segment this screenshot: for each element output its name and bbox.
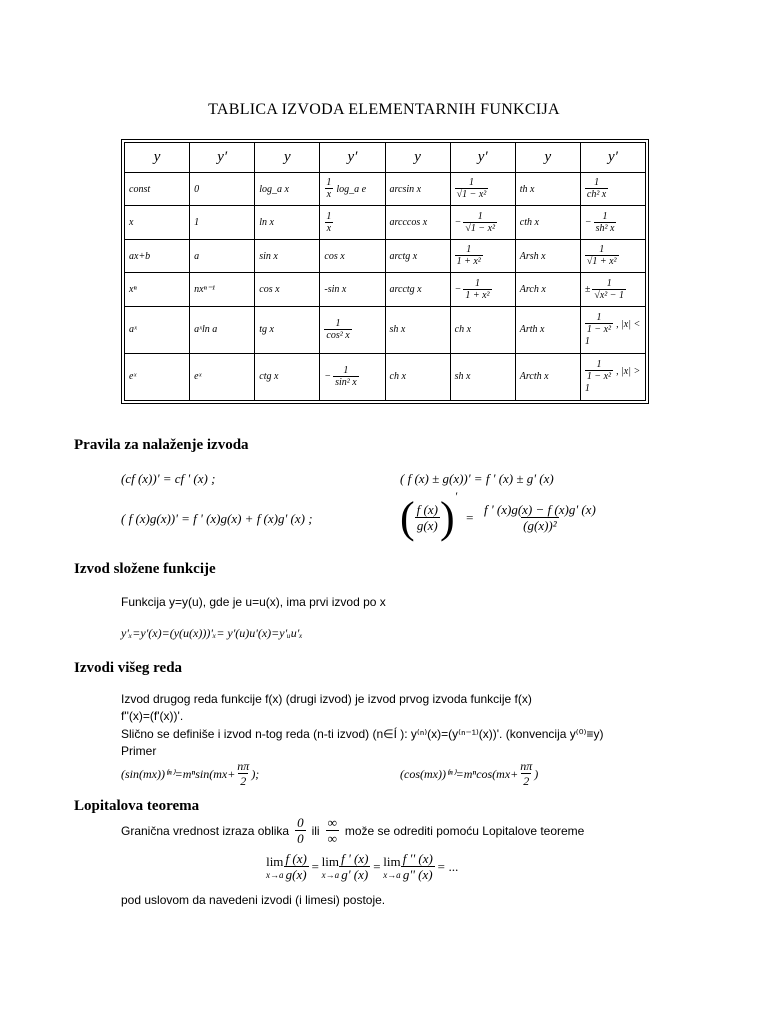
table-row — [125, 273, 646, 306]
equals-sign: = — [310, 859, 320, 875]
fraction-denominator: g'' (x) — [402, 867, 433, 883]
limit-operator — [383, 854, 401, 880]
quotient-inner-fraction — [415, 503, 440, 534]
cell-text: a — [194, 250, 200, 262]
table-cell — [515, 173, 580, 206]
cell-text: sh x — [389, 324, 406, 336]
example-cos — [400, 760, 538, 789]
fraction-numerator: 1 — [468, 177, 474, 189]
ellipsis-tail: = ... — [436, 859, 459, 875]
cell-fraction — [592, 278, 626, 302]
sign: ± — [584, 283, 591, 295]
cell-text: arcctg x — [389, 284, 422, 296]
example-cos-post: ) — [534, 766, 539, 781]
composite-text: Funkcija y=y(u), gde je u=u(x), ima prvi izvod po x — [121, 595, 386, 609]
prime-mark: ′ — [454, 488, 458, 503]
fraction-numerator: 1 — [594, 177, 600, 189]
fraction-numerator: 1 — [596, 312, 602, 324]
table-cell — [255, 306, 320, 353]
table-cell — [515, 239, 580, 272]
cell-text: cos x — [324, 250, 345, 262]
lhopital-text-b: ili — [311, 824, 320, 839]
cell-fraction — [585, 359, 613, 383]
fraction-numerator: f ' (x) — [341, 851, 369, 866]
cell-fraction — [463, 278, 491, 302]
table-cell — [320, 273, 385, 306]
header-cell: y′ — [190, 143, 255, 173]
cell-text: sh x — [454, 371, 471, 383]
table-cell — [515, 206, 580, 239]
cell-text: eˣ — [194, 371, 202, 383]
fraction-denominator: x — [326, 189, 332, 201]
cell-text: xⁿ — [129, 284, 137, 296]
cell-text: ctg x — [259, 371, 279, 383]
table-cell — [580, 353, 645, 400]
table-cell — [450, 173, 515, 206]
table-cell — [580, 306, 645, 353]
table-cell — [190, 206, 255, 239]
higher-text-3: Slično se definiše i izvod n-tog reda (n-ti izvod) (n∈Í ): y⁽ⁿ⁾(x)=(y⁽ⁿ⁻¹⁾(x))'. (konvencija y⁽⁰⁾≡y) — [121, 727, 604, 741]
table-cell — [385, 239, 450, 272]
table-cell — [580, 239, 645, 272]
page-title: TABLICA IZVODA ELEMENTARNIH FUNKCIJA — [208, 101, 560, 118]
table-row — [125, 173, 646, 206]
fraction-denominator: 2 — [240, 774, 247, 789]
fraction-numerator: 1 — [474, 277, 480, 289]
cell-text: cth x — [519, 217, 539, 229]
rule-quotient — [400, 488, 598, 542]
sign: − — [324, 371, 332, 383]
fraction-numerator: f (x) — [416, 501, 438, 517]
fraction-numerator: 1 — [343, 364, 349, 376]
condition-text: , |x| < 1 — [584, 318, 641, 348]
table-cell — [190, 353, 255, 400]
cell-fraction — [585, 177, 608, 201]
fraction-denominator: g(x) — [285, 867, 307, 883]
zero-over-zero — [295, 816, 306, 847]
cell-text: const — [129, 183, 151, 195]
table-cell — [255, 353, 320, 400]
table-cell — [255, 173, 320, 206]
sign: − — [584, 216, 592, 228]
table-cell — [580, 273, 645, 306]
higher-text-example: Primer — [121, 744, 157, 758]
higher-heading: Izvodi višeg reda — [74, 660, 183, 676]
example-sin — [121, 760, 259, 789]
table-cell — [450, 206, 515, 239]
header-cell: y — [255, 143, 320, 173]
limit-fraction-2 — [339, 852, 370, 883]
table-cell — [190, 239, 255, 272]
lhopital-text — [121, 816, 584, 847]
lim-text: lim — [383, 854, 401, 870]
cell-text: -sin x — [324, 284, 347, 296]
lhopital-condition: pod uslovom da navedeni izvodi (i limesi) postoje. — [121, 893, 386, 907]
lim-subscript: x→a — [321, 870, 340, 881]
infinity-over-infinity — [326, 816, 339, 847]
quotient-result-fraction — [482, 503, 598, 534]
cell-text: tg x — [259, 324, 274, 336]
header-cell: y′ — [580, 143, 645, 173]
cell-text: x — [129, 217, 134, 229]
cell-fraction — [324, 318, 351, 342]
extra-factor: log_a e — [336, 183, 367, 195]
table-cell — [320, 206, 385, 239]
composite-formula: y'ₓ=y'(x)=(y(u(x)))'ₓ= y'(u)u'(x)=y'ᵤu'ₓ — [121, 626, 303, 640]
cell-text: 0 — [194, 183, 200, 195]
limit-operator — [266, 854, 284, 880]
fraction-numerator: f (x) — [285, 851, 307, 866]
header-cell: y′ — [320, 143, 385, 173]
cell-text: Arcth x — [519, 371, 549, 383]
fraction-denominator: 1 − x² — [586, 324, 612, 336]
cell-text: eˣ — [129, 371, 137, 383]
fraction-numerator: 1 — [326, 210, 332, 222]
fraction-denominator: g' (x) — [341, 867, 369, 883]
fraction-denominator: 1 + x² — [465, 289, 490, 301]
table-cell — [320, 353, 385, 400]
cell-text: ln x — [259, 217, 274, 229]
table-cell — [125, 273, 190, 306]
limit-operator — [322, 854, 340, 880]
cell-fraction — [324, 211, 333, 235]
equals-sign: = — [465, 510, 475, 525]
cell-text: ch x — [389, 371, 406, 383]
cell-text: ch x — [454, 324, 472, 336]
fraction-numerator: 1 — [602, 210, 608, 222]
sign: − — [454, 216, 462, 228]
table-row — [125, 239, 646, 272]
cell-text: Arsh x — [519, 250, 546, 262]
table-cell — [450, 306, 515, 353]
table-cell — [255, 206, 320, 239]
table-cell — [190, 273, 255, 306]
fraction-numerator: 1 — [335, 317, 341, 329]
fraction-numerator: 1 — [477, 210, 483, 222]
table-cell — [385, 206, 450, 239]
header-cell: y′ — [450, 143, 515, 173]
header-cell: y — [385, 143, 450, 173]
lim-subscript: x→a — [383, 870, 401, 881]
fraction-numerator: f '' (x) — [402, 851, 433, 866]
rule-constant-multiple: (cf (x))' = cf ' (x) ; — [121, 471, 216, 486]
fraction-denominator: (g(x))² — [523, 517, 557, 533]
fraction-numerator: 0 — [297, 815, 304, 830]
cell-text: arcccos x — [389, 217, 428, 229]
cell-fraction — [463, 211, 497, 235]
fraction-denominator: ch² x — [586, 189, 607, 201]
fraction-denominator: g(x) — [416, 517, 438, 533]
fraction-numerator: nπ — [520, 759, 533, 773]
limit-fraction-1 — [284, 852, 309, 883]
table-cell — [385, 173, 450, 206]
cell-text: aˣ — [129, 324, 137, 336]
cell-text: log_a x — [259, 183, 289, 195]
cell-text: arcsin x — [389, 183, 422, 195]
lhopital-text-a: Granična vrednost izraza oblika — [121, 824, 290, 839]
table-cell — [255, 273, 320, 306]
fraction-numerator: f ' (x)g(x) − f (x)g' (x) — [484, 501, 596, 517]
table-cell — [385, 353, 450, 400]
higher-text-2: f''(x)=(f'(x))'. — [121, 709, 184, 723]
higher-text-1: Izvod drugog reda funkcije f(x) (drugi izvod) je izvod prvog izvoda funkcije f(x) — [121, 692, 532, 706]
cell-fraction — [324, 177, 333, 201]
fraction-numerator: nπ — [237, 759, 250, 773]
cell-fraction — [455, 177, 489, 201]
left-paren: ( — [400, 493, 415, 542]
limit-fraction-3 — [401, 852, 435, 883]
fraction-denominator: ∞ — [327, 831, 337, 847]
cell-fraction — [594, 211, 617, 235]
table-header-row — [125, 143, 646, 173]
right-paren: ) — [439, 493, 455, 542]
table-cell — [385, 306, 450, 353]
lhopital-formula — [266, 852, 459, 883]
lim-text: lim — [321, 854, 339, 870]
fraction-denominator: √1 + x² — [586, 256, 617, 268]
condition-text: , |x| > 1 — [584, 365, 641, 395]
table-cell — [320, 306, 385, 353]
fraction-numerator: 1 — [596, 359, 602, 371]
fraction-denominator: 2 — [523, 774, 530, 789]
table-cell — [190, 306, 255, 353]
table-cell — [450, 353, 515, 400]
fraction-denominator: 0 — [297, 831, 304, 847]
example-sin-fraction — [235, 760, 251, 789]
cell-text: ax+b — [129, 250, 151, 262]
table-cell — [125, 173, 190, 206]
cell-text: 1 — [194, 217, 200, 229]
fraction-numerator: 1 — [606, 277, 612, 289]
cell-fraction — [455, 244, 483, 268]
table-row — [125, 353, 646, 400]
lim-text: lim — [266, 854, 284, 870]
table-cell — [125, 206, 190, 239]
lhopital-text-c: može se odrediti pomoću Lopitalove teoreme — [344, 824, 585, 839]
fraction-denominator: sin² x — [335, 376, 357, 388]
rule-product: ( f (x)g(x))' = f ' (x)g(x) + f (x)g' (x) ; — [121, 511, 313, 526]
table-row — [125, 206, 646, 239]
table-cell — [320, 239, 385, 272]
table-cell — [580, 173, 645, 206]
fraction-denominator: √1 − x² — [465, 222, 496, 234]
table-cell — [255, 239, 320, 272]
fraction-denominator: x — [326, 222, 332, 234]
cell-fraction — [585, 244, 619, 268]
sign: − — [454, 283, 462, 295]
example-cos-fraction — [518, 760, 534, 789]
cell-text: Arth x — [519, 324, 545, 336]
cell-text: nxⁿ⁻¹ — [194, 284, 215, 296]
lhopital-heading: Lopitalova teorema — [74, 798, 200, 814]
cell-text: cos x — [259, 284, 280, 296]
fraction-denominator: √1 − x² — [456, 189, 487, 201]
table-cell — [515, 306, 580, 353]
cell-text: aˣln a — [194, 324, 218, 336]
fraction-numerator: 1 — [326, 177, 332, 189]
table-cell — [190, 173, 255, 206]
table-cell — [125, 353, 190, 400]
fraction-denominator: 1 − x² — [586, 371, 612, 383]
table-cell — [515, 273, 580, 306]
lim-subscript: x→a — [266, 870, 284, 881]
table-row — [125, 306, 646, 353]
fraction-denominator: sh² x — [595, 222, 615, 234]
derivatives-table — [121, 139, 649, 404]
rules-heading: Pravila za nalaženje izvoda — [74, 437, 249, 453]
table-cell — [320, 173, 385, 206]
equals-sign: = — [372, 859, 382, 875]
cell-text: sin x — [259, 250, 278, 262]
cell-text: Arch x — [519, 284, 546, 296]
table-cell — [450, 239, 515, 272]
rule-sum: ( f (x) ± g(x))' = f ' (x) ± g' (x) — [400, 471, 554, 486]
header-cell: y — [125, 143, 190, 173]
example-sin-pre: (sin(mx))⁽ⁿ⁾=mⁿsin(mx+ — [121, 766, 236, 781]
fraction-denominator: cos² x — [326, 329, 350, 341]
table-cell — [580, 206, 645, 239]
cell-fraction — [333, 365, 359, 389]
fraction-numerator: 1 — [599, 244, 605, 256]
example-sin-post: ); — [251, 766, 260, 781]
table-cell — [385, 273, 450, 306]
fraction-denominator: 1 + x² — [456, 256, 481, 268]
table-cell — [450, 273, 515, 306]
table-cell — [515, 353, 580, 400]
example-cos-pre: (cos(mx))⁽ⁿ⁾=mⁿcos(mx+ — [400, 766, 519, 781]
fraction-numerator: 1 — [466, 244, 472, 256]
header-cell: y — [515, 143, 580, 173]
table-cell — [125, 239, 190, 272]
table-cell — [125, 306, 190, 353]
cell-text: th x — [519, 183, 535, 195]
cell-text: arctg x — [389, 250, 418, 262]
cell-fraction — [585, 312, 613, 336]
composite-heading: Izvod složene funkcije — [74, 561, 216, 577]
fraction-denominator: √x² − 1 — [594, 289, 625, 301]
fraction-numerator: ∞ — [327, 815, 337, 830]
